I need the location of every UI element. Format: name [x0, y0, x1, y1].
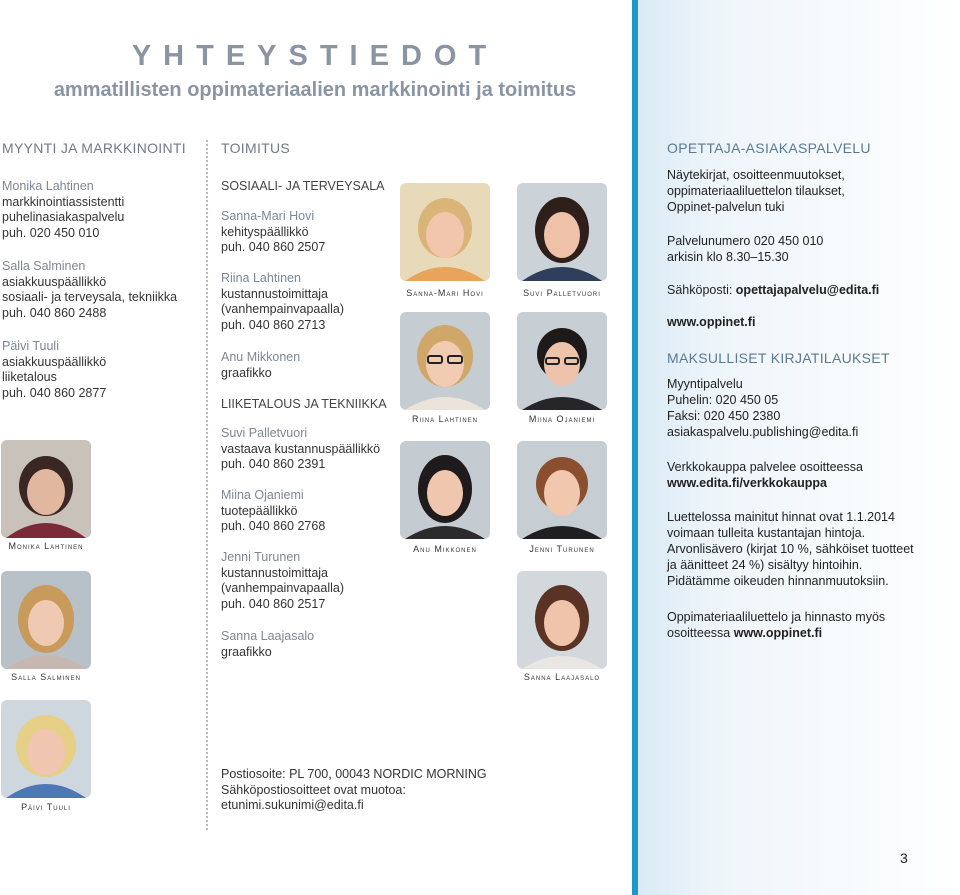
service-name: Myyntipalvelu: [667, 377, 743, 391]
contact-name: Monika Lahtinen: [2, 179, 94, 193]
postal-info: [221, 767, 521, 814]
catalog-link[interactable]: www.oppinet.fi: [733, 626, 823, 640]
contact-phone: puh. 020 450 010: [2, 225, 100, 240]
toimitus-contact-7: [221, 629, 401, 660]
service-email[interactable]: asiakaspalvelu.publishing@edita.fi: [667, 425, 859, 439]
myyntipalvelu-block: [667, 376, 957, 440]
toimitus-contact-1: [221, 209, 401, 256]
contact-name: Salla Salminen: [2, 259, 86, 273]
opettaja-heading: OPETTAJA-ASIAKASPALVELU: [667, 140, 871, 156]
contact-phone: puh. 040 860 2488: [2, 305, 107, 320]
portrait-photo: [1, 700, 91, 798]
myynti-heading: MYYNTI JA MARKKINOINTI: [2, 140, 186, 156]
contact-phone: puh. 040 860 2713: [221, 317, 326, 332]
contact-name: Miina Ojaniemi: [221, 488, 304, 502]
contact-title: tuotepäällikkö: [221, 503, 298, 518]
contact-name: Anu Mikkonen: [221, 350, 301, 364]
contact-title: asiakkuuspäällikkö: [2, 274, 107, 289]
caption-riina: Riina Lahtinen: [411, 414, 478, 424]
contact-role: sosiaali- ja terveysala, tekniikka: [2, 290, 178, 304]
email-label: Sähköposti:: [667, 283, 736, 297]
intro-line: Näytekirjat, osoitteenmuutokset,: [667, 168, 845, 182]
contact-role: liiketalous: [2, 370, 57, 384]
service-fax: Faksi: 020 450 2380: [667, 409, 781, 423]
opettaja-phone: [667, 233, 957, 265]
opettaja-email-row: [667, 282, 957, 298]
portrait-photo: [517, 183, 607, 281]
contact-phone: puh. 040 860 2391: [221, 457, 326, 471]
oppinet-link[interactable]: www.oppinet.fi: [667, 315, 756, 329]
toimitus-contact-3: [221, 350, 401, 381]
price-line: ja äänitteet 24 %) sisältyy hintoihin.: [667, 558, 863, 572]
price-line: Arvonlisävero (kirjat 10 %, sähköiset tuotteet: [667, 542, 914, 556]
portrait-photo: [517, 441, 607, 539]
contact-name: Päivi Tuuli: [2, 339, 59, 353]
shop-link[interactable]: www.edita.fi/verkkokauppa: [667, 476, 828, 490]
service-hours: arkisin klo 8.30–15.30: [667, 250, 789, 264]
myynti-contact-2: [2, 259, 202, 321]
contact-phone: puh. 040 860 2768: [221, 519, 326, 533]
contact-note: (vanhempainvapaalla): [221, 581, 344, 595]
caption-miina: Miina Ojaniemi: [528, 414, 596, 424]
myynti-contact-3: [2, 339, 202, 401]
price-line: voimaan tulleita kustantajan hintoja.: [667, 526, 866, 540]
toimitus-contact-5: [221, 488, 401, 535]
page-number: 3: [900, 850, 908, 866]
catalog-prefix: osoitteessa: [667, 626, 734, 640]
contact-title: asiakkuuspäällikkö: [2, 354, 107, 369]
contact-phone: puh. 040 860 2877: [2, 385, 107, 400]
contact-title: vastaava kustannuspäällikkö: [221, 441, 381, 456]
email-format-label: Sähköpostiosoitteet ovat muotoa:: [221, 782, 406, 797]
accent-bar: [632, 0, 638, 895]
contact-title: graafikko: [221, 644, 272, 659]
shop-text: Verkkokauppa palvelee osoitteessa: [667, 460, 863, 474]
caption-sannamari: Sanna-Mari Hovi: [406, 288, 484, 298]
postal-address: Postiosoite: PL 700, 00043 NORDIC MORNING: [221, 767, 487, 781]
contact-title: kustannustoimittaja: [221, 565, 329, 580]
myynti-contact-1: [2, 179, 202, 241]
portrait-photo: [400, 441, 490, 539]
portrait-photo: [400, 312, 490, 410]
contact-role: puhelinasiakaspalvelu: [2, 210, 125, 224]
price-line: Pidätämme oikeuden hinnanmuutoksiin.: [667, 574, 889, 588]
contact-title: kustannustoimittaja: [221, 286, 329, 301]
toimitus-contact-4: [221, 426, 401, 473]
portrait-photo: [517, 312, 607, 410]
opettaja-intro: [667, 167, 957, 215]
catalog-line: [667, 625, 957, 641]
sote-heading: SOSIAALI- JA TERVEYSALA: [221, 179, 385, 193]
catalog-info: [667, 609, 957, 641]
portrait-photo: [1, 440, 91, 538]
portrait-photo: [400, 183, 490, 281]
portrait-photo: [517, 571, 607, 669]
contact-phone: puh. 040 860 2507: [221, 240, 326, 254]
contact-title: kehityspäällikkö: [221, 224, 309, 239]
contact-name: Sanna-Mari Hovi: [221, 209, 315, 223]
service-phone: Puhelin: 020 450 05: [667, 393, 779, 407]
caption-suvi: Suvi Palletvuori: [523, 288, 601, 298]
contact-name: Riina Lahtinen: [221, 271, 301, 285]
toimitus-contact-6: [221, 550, 401, 612]
intro-line: Oppinet-palvelun tuki: [667, 200, 785, 214]
contact-title: markkinointiassistentti: [2, 194, 125, 209]
column-divider: [206, 140, 208, 830]
catalog-line: Oppimateriaaliluettelo ja hinnasto myös: [667, 610, 886, 624]
caption-sanna: Sanna Laajasalo: [523, 672, 601, 682]
page-subtitle: ammatillisten oppimateriaalien markkinointi ja toimitus: [53, 79, 577, 101]
price-info: [667, 509, 957, 589]
contact-name: Jenni Turunen: [221, 550, 301, 564]
maksulliset-heading: MAKSULLISET KIRJATILAUKSET: [667, 350, 890, 366]
price-line: Luettelossa mainitut hinnat ovat 1.1.2014: [667, 510, 895, 524]
caption-salla: Salla Salminen: [11, 672, 81, 682]
page-title: YHTEYSTIEDOT: [131, 40, 499, 72]
caption-monika: Monika Lahtinen: [8, 541, 84, 551]
intro-line: oppimateriaaliluettelon tilaukset,: [667, 184, 845, 198]
toimitus-contact-2: [221, 271, 401, 333]
toimitus-heading: TOIMITUS: [221, 140, 291, 156]
caption-anu: Anu Mikkonen: [413, 544, 477, 554]
service-number: Palvelunumero 020 450 010: [667, 234, 824, 248]
caption-paivi: Päivi Tuuli: [21, 802, 71, 812]
caption-jenni: Jenni Turunen: [529, 544, 595, 554]
portrait-photo: [1, 571, 91, 669]
lite-heading: LIIKETALOUS JA TEKNIIKKA: [221, 397, 387, 411]
email-link[interactable]: opettajapalvelu@edita.fi: [735, 283, 880, 297]
contact-note: (vanhempainvapaalla): [221, 302, 344, 316]
contact-name: Suvi Palletvuori: [221, 426, 308, 440]
contact-name: Sanna Laajasalo: [221, 629, 315, 643]
right-panel-background: [632, 0, 960, 895]
contact-title: graafikko: [221, 365, 272, 380]
contact-phone: puh. 040 860 2517: [221, 596, 326, 611]
shop-block: [667, 459, 957, 491]
email-format: etunimi.sukunimi@edita.fi: [221, 798, 364, 812]
